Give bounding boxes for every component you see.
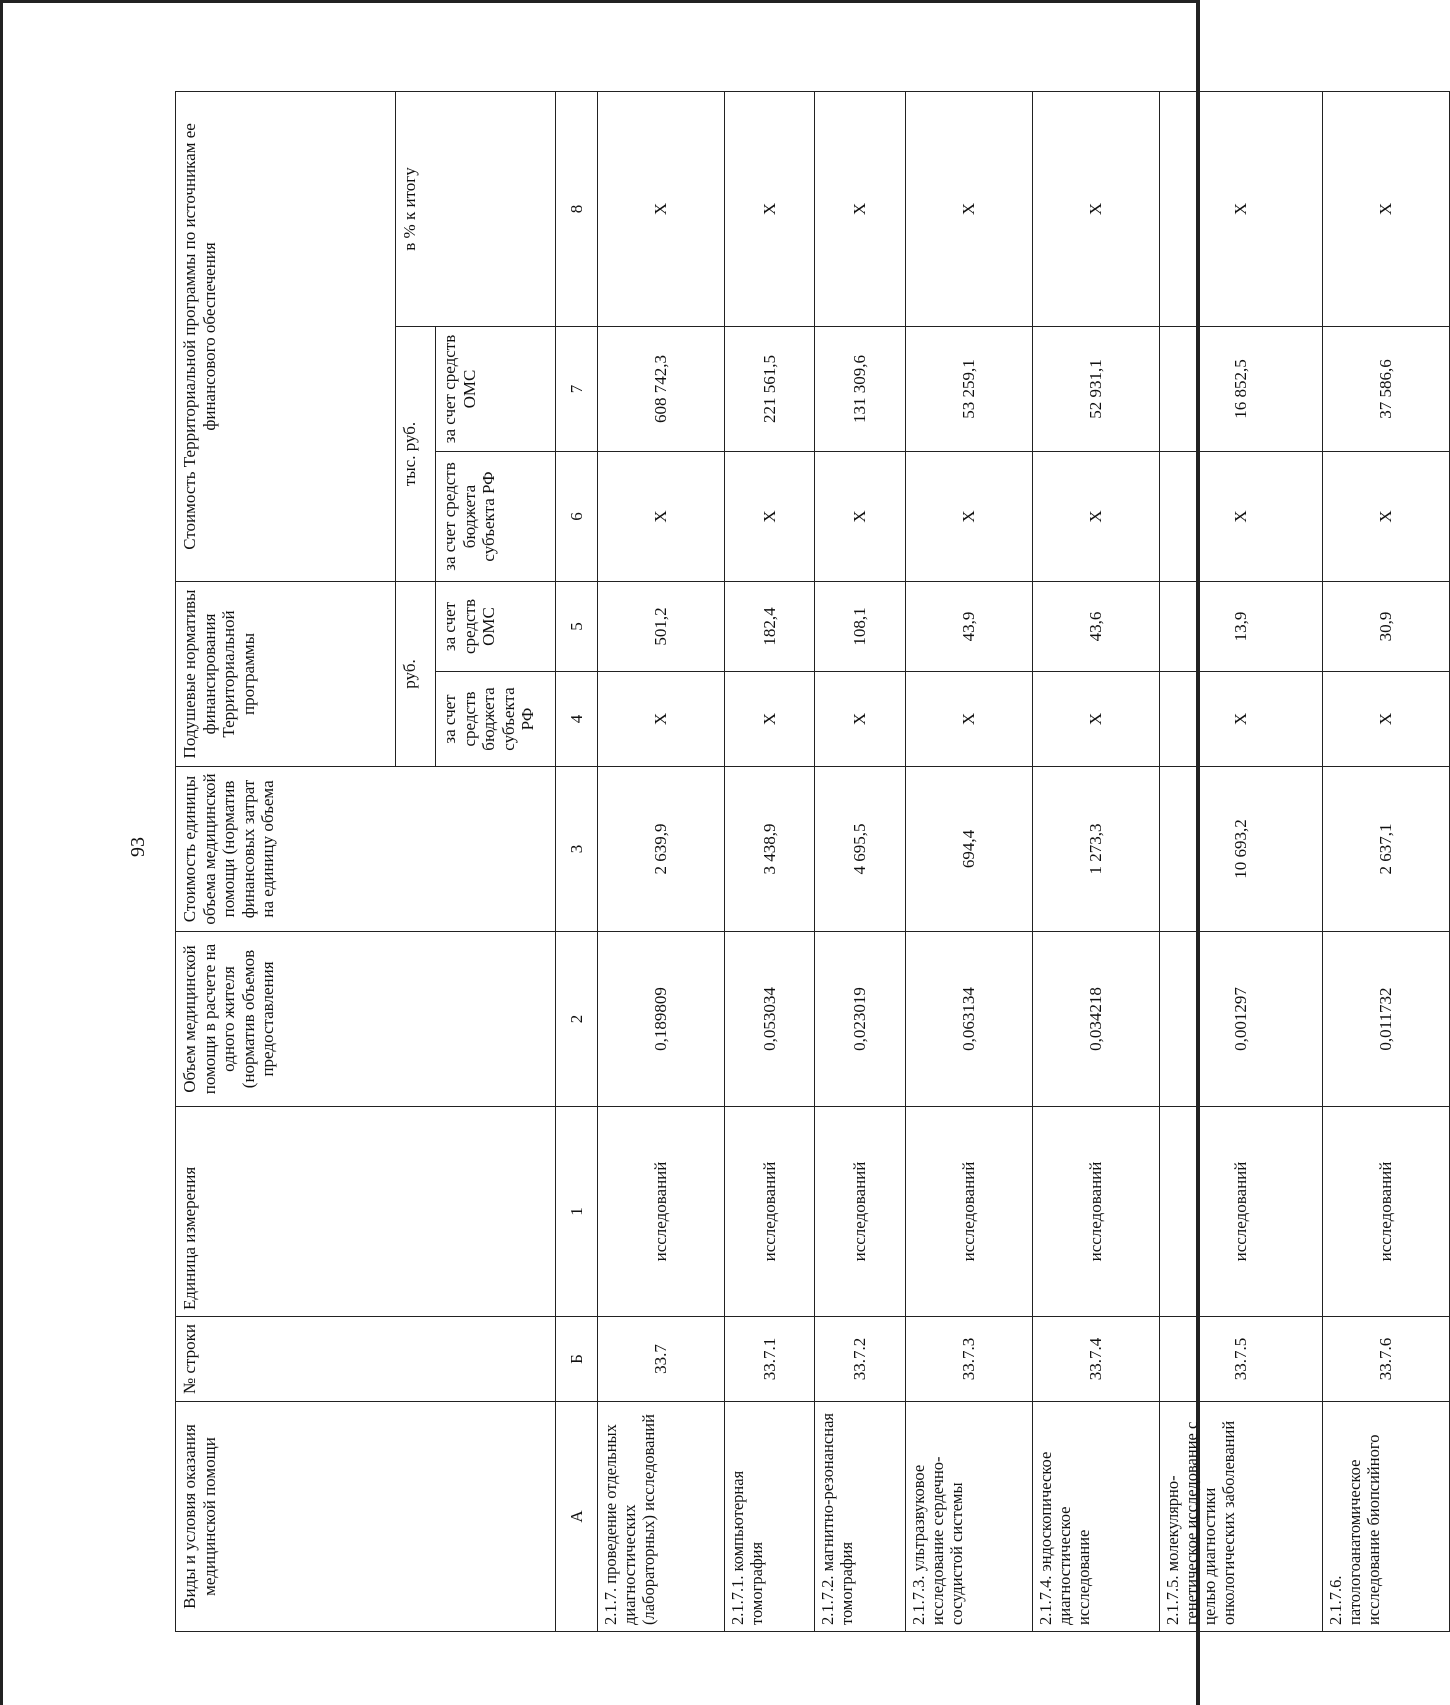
- row-pc-oms: 43,6: [1032, 581, 1159, 671]
- column-number: 3: [556, 767, 598, 932]
- row-line: 33.7.2: [815, 1317, 905, 1402]
- table-row: [724, 91, 814, 1631]
- row-c-budget: X: [1032, 451, 1159, 581]
- header-volume: Объем медицинской помощи в расчете на одного жителя (норматив объемов предоставления: [176, 932, 556, 1107]
- row-unit: исследований: [815, 1107, 905, 1317]
- row-cost: 694,4: [905, 767, 1032, 932]
- row-volume: 0,063134: [905, 932, 1032, 1107]
- row-pct: X: [1032, 91, 1159, 326]
- row-volume: 0,023019: [815, 932, 905, 1107]
- table-row: [1323, 91, 1450, 1631]
- row-unit: исследований: [1032, 1107, 1159, 1317]
- row-pc-budget: X: [905, 672, 1032, 767]
- row-cost: 1 273,3: [1032, 767, 1159, 932]
- header-thous-rub: тыс. руб.: [396, 326, 436, 581]
- row-unit: исследований: [1323, 1107, 1450, 1317]
- row-line: 33.7.5: [1159, 1317, 1322, 1402]
- row-pc-oms: 108,1: [815, 581, 905, 671]
- column-number: Б: [556, 1317, 598, 1402]
- row-pct: X: [724, 91, 814, 326]
- row-c-budget: X: [1323, 451, 1450, 581]
- row-name: 2.1.7.5. молекулярно-генетическое исследование с целью диагностики онкологических заболеваний: [1159, 1402, 1322, 1632]
- column-number: 6: [556, 451, 598, 581]
- row-pc-budget: X: [1032, 672, 1159, 767]
- header-row-1: [176, 91, 396, 1631]
- row-pc-oms: 501,2: [598, 581, 725, 671]
- header-row-no: № строки: [176, 1317, 556, 1402]
- scan-edge-left: [0, 0, 3, 1705]
- row-c-oms: 37 586,6: [1323, 326, 1450, 451]
- row-unit: исследований: [1159, 1107, 1322, 1317]
- row-c-oms: 131 309,6: [815, 326, 905, 451]
- header-cost-unit: Стоимость единицы объема медицинской помощи (норматив финансовых затрат на единицу объема: [176, 767, 556, 932]
- row-line: 33.7.6: [1323, 1317, 1450, 1402]
- row-line: 33.7.3: [905, 1317, 1032, 1402]
- row-pct: X: [1323, 91, 1450, 326]
- row-pc-oms: 43,9: [905, 581, 1032, 671]
- row-pc-budget: X: [1159, 672, 1322, 767]
- header-per-capita-oms: за счет средств ОМС: [436, 581, 556, 671]
- row-c-oms: 53 259,1: [905, 326, 1032, 451]
- row-name: 2.1.7.1. компьютерная томография: [724, 1402, 814, 1632]
- row-c-budget: X: [905, 451, 1032, 581]
- row-pct: X: [905, 91, 1032, 326]
- table-row: [905, 91, 1032, 1631]
- row-pc-budget: X: [815, 672, 905, 767]
- header-cost-budget: за счет средств бюджета субъекта РФ: [436, 451, 556, 581]
- row-volume: 0,034218: [1032, 932, 1159, 1107]
- row-c-budget: X: [815, 451, 905, 581]
- scan-edge-top: [0, 0, 1200, 3]
- header-per-capita: Подушевые нормативы финансирования Территориальной программы: [176, 581, 396, 766]
- row-c-budget: X: [598, 451, 725, 581]
- row-unit: исследований: [724, 1107, 814, 1317]
- column-number: 4: [556, 672, 598, 767]
- row-line: 33.7: [598, 1317, 725, 1402]
- row-pc-oms: 13,9: [1159, 581, 1322, 671]
- row-cost: 3 438,9: [724, 767, 814, 932]
- column-number: 2: [556, 932, 598, 1107]
- row-pc-budget: X: [1323, 672, 1450, 767]
- header-cost-oms: за счет средств ОМС: [436, 326, 556, 451]
- row-unit: исследований: [905, 1107, 1032, 1317]
- row-c-oms: 608 742,3: [598, 326, 725, 451]
- row-cost: 2 637,1: [1323, 767, 1450, 932]
- row-pct: X: [598, 91, 725, 326]
- financing-table: [175, 92, 1450, 1632]
- row-cost: 2 639,9: [598, 767, 725, 932]
- row-pct: X: [1159, 91, 1322, 326]
- header-per-capita-budget: за счет средств бюджета субъекта РФ: [436, 672, 556, 767]
- row-pc-oms: 30,9: [1323, 581, 1450, 671]
- table-row: [1159, 91, 1322, 1631]
- row-cost: 4 695,5: [815, 767, 905, 932]
- row-pct: X: [815, 91, 905, 326]
- row-name: 2.1.7.4. эндоскопическое диагностическое исследование: [1032, 1402, 1159, 1632]
- table-row: [598, 91, 725, 1631]
- table: [175, 91, 1450, 1632]
- row-pc-budget: X: [598, 672, 725, 767]
- row-unit: исследований: [598, 1107, 725, 1317]
- column-number: 7: [556, 326, 598, 451]
- row-name: 2.1.7.6. патологоанатомическое исследование биопсийного: [1323, 1402, 1450, 1632]
- row-pc-oms: 182,4: [724, 581, 814, 671]
- column-number-row: [556, 91, 598, 1631]
- row-volume: 0,001297: [1159, 932, 1322, 1107]
- row-c-budget: X: [724, 451, 814, 581]
- row-c-oms: 221 561,5: [724, 326, 814, 451]
- column-number: 8: [556, 91, 598, 326]
- row-c-oms: 52 931,1: [1032, 326, 1159, 451]
- row-volume: 0,053034: [724, 932, 814, 1107]
- row-c-budget: X: [1159, 451, 1322, 581]
- row-volume: 0,011732: [1323, 932, 1450, 1107]
- row-pc-budget: X: [724, 672, 814, 767]
- row-name: 2.1.7.2. магнитно-резонансная томография: [815, 1402, 905, 1632]
- row-line: 33.7.1: [724, 1317, 814, 1402]
- row-volume: 0,189809: [598, 932, 725, 1107]
- row-c-oms: 16 852,5: [1159, 326, 1322, 451]
- row-name: 2.1.7.3. ультразвуковое исследование сердечно-сосудистой системы: [905, 1402, 1032, 1632]
- column-number: 5: [556, 581, 598, 671]
- row-name: 2.1.7. проведение отдельных диагностических (лабораторных) исследований: [598, 1402, 725, 1632]
- header-unit: Единица измерения: [176, 1107, 556, 1317]
- header-percent-total: в % к итогу: [396, 91, 556, 326]
- column-number: 1: [556, 1107, 598, 1317]
- header-kind: Виды и условия оказания медицинской помощи: [176, 1402, 556, 1632]
- row-cost: 10 693,2: [1159, 767, 1322, 932]
- header-rub: руб.: [396, 581, 436, 766]
- row-line: 33.7.4: [1032, 1317, 1159, 1402]
- column-number: А: [556, 1402, 598, 1632]
- page-number: 93: [127, 837, 149, 857]
- table-row: [815, 91, 905, 1631]
- table-row: [1032, 91, 1159, 1631]
- header-program-cost: Стоимость Территориальной программы по источникам ее финансового обеспечения: [176, 91, 396, 581]
